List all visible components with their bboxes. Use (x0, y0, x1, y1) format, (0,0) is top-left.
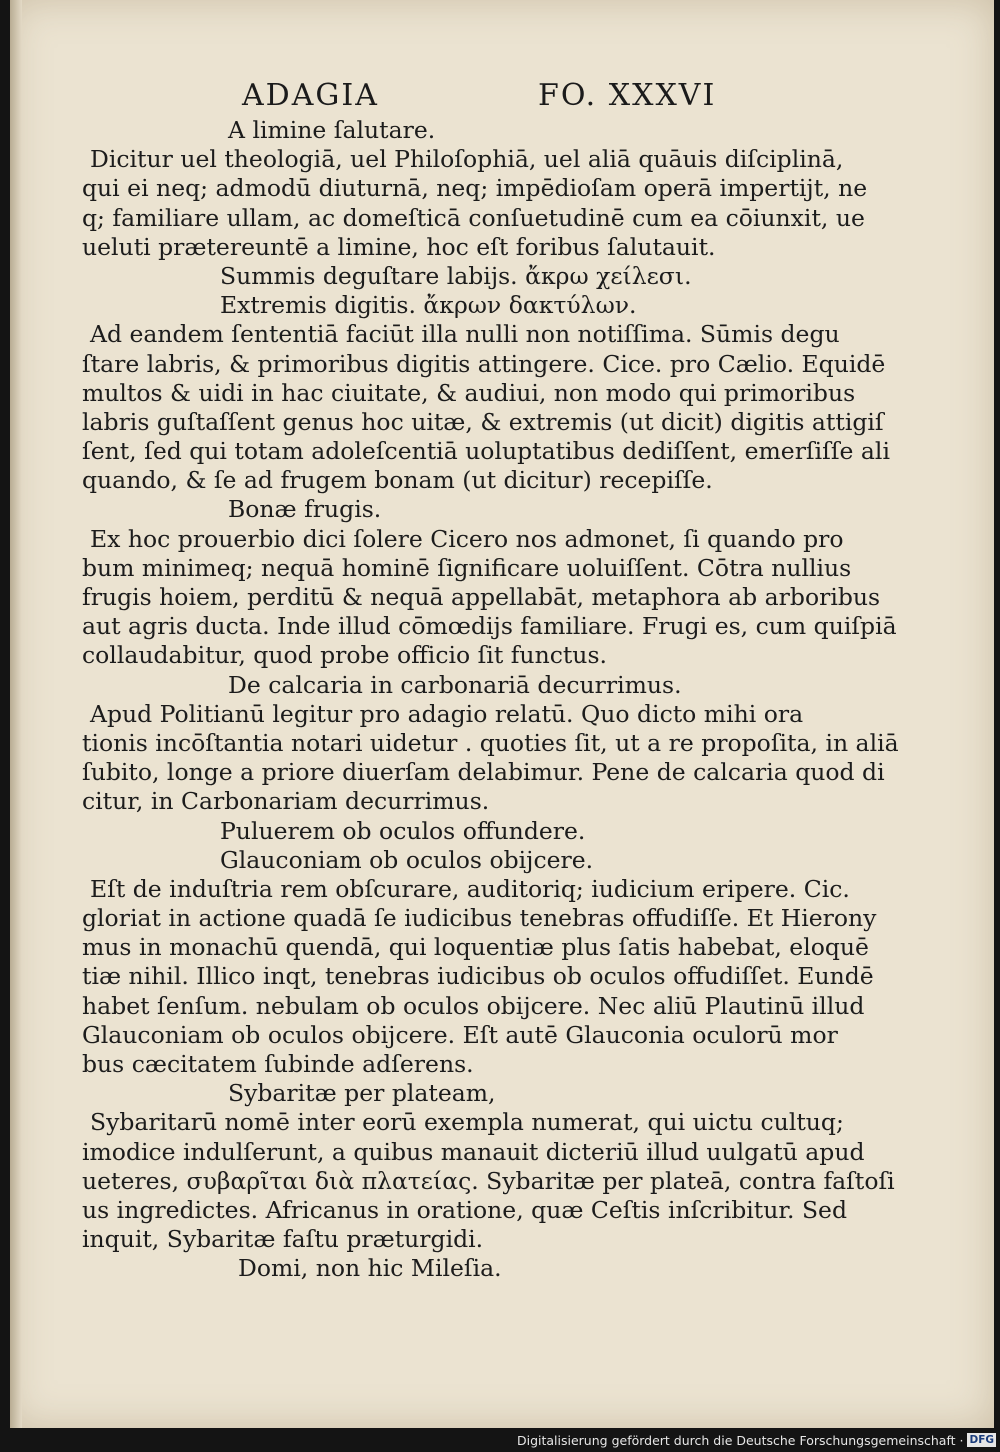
text-line: citur, in Carbonariam decurrimus. (82, 787, 490, 816)
book-page (10, 0, 994, 1428)
text-line: multos & uidi in hac ciuitate, & audiui, non modo qui primoribus (82, 378, 856, 407)
text-line: De calcaria in carbonariā decurrimus. (228, 670, 682, 699)
text-line: Glauconiam ob oculos obijcere. (220, 845, 594, 874)
text-line: mus in monachū quendā, qui loquentiæ plus ſatis habebat, eloquē (82, 933, 869, 962)
text-line: Ex hoc prouerbio dici ſolere Cicero nos admonet, ſi quando pro (90, 524, 844, 553)
text-line: ſent, ſed qui totam adoleſcentiā uoluptatibus dediſſent, emerſiſſe ali (82, 437, 890, 466)
text-line: bum minimeq; nequā hominē ſignificare uoluiſſent. Cōtra nullius (82, 553, 852, 582)
text-line: labris guſtaſſent genus hoc uitæ, & extremis (ut dicit) digitis attigiſ (82, 407, 884, 436)
text-line: ſtare labris, & primoribus digitis attingere. Cice. pro Cælio. Equidē (82, 349, 886, 378)
text-line: frugis hoiem, perditū & nequā appellabāt, metaphora ab arboribus (82, 583, 881, 611)
text-line: bus cæcitatem ſubinde adſerens. (82, 1050, 474, 1078)
text-line: inquit, Sybaritæ faſtu præturgidi. (82, 1225, 484, 1254)
text-line: q; familiare ullam, ac domeſticā conſuetudinē cum ea cōiunxit, ue (82, 203, 865, 232)
folio-number: FO. XXXVI (538, 78, 717, 113)
text-line: Apud Politianū legitur pro adagio relatū. Quo dicto mihi ora (90, 699, 804, 728)
header-title: ADAGIA (242, 78, 379, 113)
dfg-logo: DFG (969, 1434, 994, 1446)
text-line: ſubito, longe a priore diuerſam delabimur. Pene de calcaria quod di (82, 758, 885, 787)
running-header (10, 78, 994, 118)
text-line: imodice indulſerunt, a quibus manauit dicteriū illud uulgatū apud (82, 1137, 865, 1166)
text-line: Glauconiam ob oculos obijcere. Eſt autē Glauconia oculorū mor (82, 1020, 838, 1049)
text-line: collaudabitur, quod probe officio ſit functus. (82, 641, 607, 670)
text-line: Sybaritarū nomē inter eorū exempla numerat, qui uictu cultuq; (90, 1108, 844, 1137)
text-line: tiæ nihil. Illico inqt, tenebras iudicibus ob oculos offudiſſet. Eundē (82, 962, 874, 991)
text-line: Dicitur uel theologiā, uel Philoſophiā, uel aliā quāuis diſciplinā, (90, 145, 844, 174)
text-line: ueluti prætereuntē a limine, hoc eſt foribus ſalutauit. (82, 232, 716, 261)
body-text (10, 116, 994, 1284)
text-line: Ad eandem ſententiā faciūt illa nulli non notiſſima. Sūmis degu (90, 320, 840, 349)
text-line: quando, & ſe ad frugem bonam (ut dicitur) recepiſſe. (82, 466, 713, 495)
text-line: qui ei neq; admodū diuturnā, neq; impēdioſam operā impertijt, ne (82, 174, 868, 203)
text-line: Eſt de induſtria rem obſcurare, auditoriq; iudicium eripere. Cic. (90, 874, 850, 903)
text-line: habet ſenſum. nebulam ob oculos obijcere. Nec aliū Plautinū illud (82, 991, 865, 1020)
text-line: us ingredictes. Africanus in oratione, quæ Ceſtis inſcribitur. Sed (82, 1195, 848, 1224)
text-line: ueteres, συβαρῖται διὰ πλατείας. Sybaritæ per plateā, contra faſtoſi (82, 1166, 895, 1195)
footer-credit (517, 1431, 996, 1449)
text-line: A limine ſalutare. (228, 116, 436, 144)
text-line: tionis incōſtantia notari uidetur . quoties ſit, ut a re propoſita, in aliā (82, 728, 899, 757)
text-line: Domi, non hic Mileſia. (238, 1254, 502, 1283)
text-line: Bonæ frugis. (228, 495, 382, 524)
text-line: Extremis digitis. ἄκρων δακτύλων. (220, 291, 637, 320)
text-line: gloriat in actione quadā ſe iudicibus tenebras offudiſſe. Et Hierony (82, 904, 877, 933)
text-line: Summis deguſtare labijs. ἄκρω χείλεσι. (220, 261, 692, 290)
text-line: aut agris ducta. Inde illud cōmœdijs familiare. Frugi es, cum quiſpiā (82, 612, 897, 641)
footer-text: Digitalisierung gefördert durch die Deutsche Forschungsgemeinschaft · (516, 1432, 964, 1448)
text-line: Puluerem ob oculos offundere. (220, 816, 586, 845)
text-line: Sybaritæ per plateam, (228, 1079, 496, 1108)
